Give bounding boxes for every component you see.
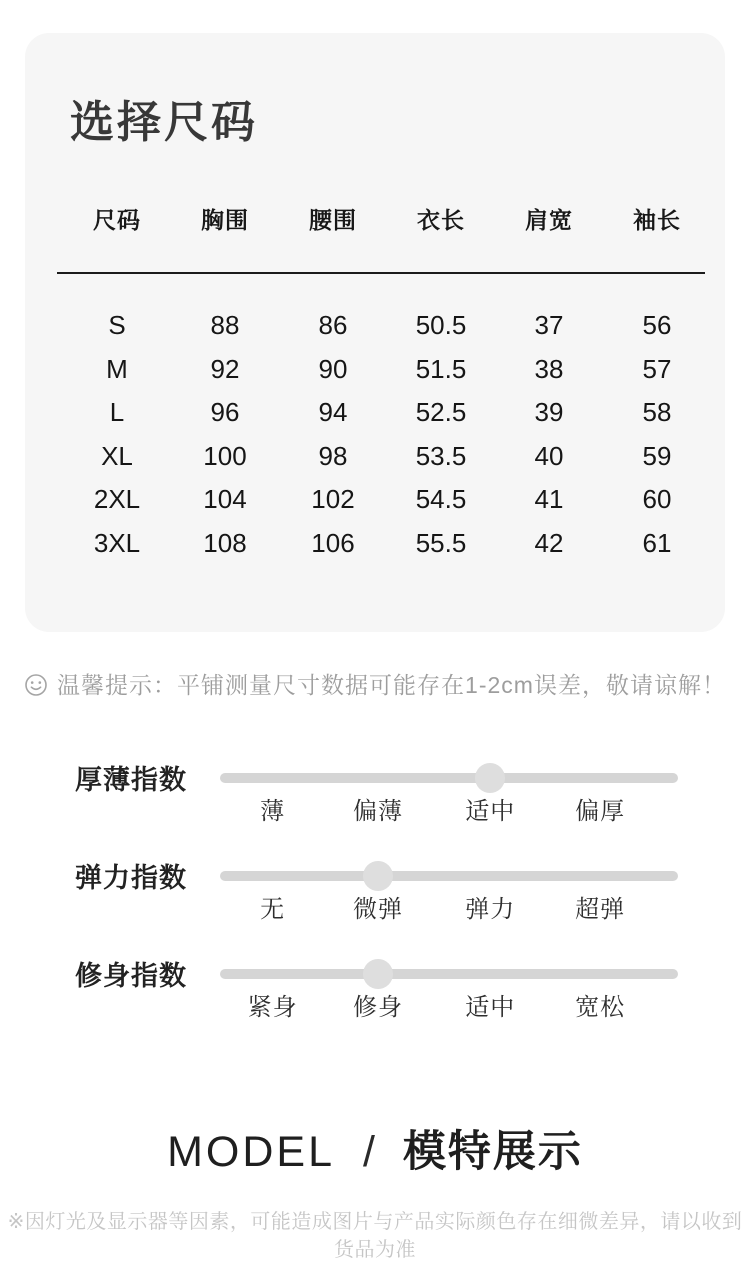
indicator-labels — [220, 994, 678, 1021]
indicator-label: 无 — [260, 896, 286, 923]
col-header-waist: 腰围 — [309, 207, 357, 233]
model-heading-separator: / — [362, 1128, 375, 1176]
col-header-shoulder: 肩宽 — [525, 207, 573, 233]
table-cell: 41 — [534, 484, 564, 514]
indicator-title: 修身指数 — [75, 961, 187, 991]
table-cell: 61 — [642, 527, 672, 558]
size-chart-card — [25, 33, 725, 632]
table-row — [63, 522, 711, 566]
table-row — [63, 304, 711, 348]
indicator-label: 超弹 — [575, 896, 626, 923]
table-cell: 58 — [642, 397, 672, 427]
table-cell: 94 — [318, 397, 348, 427]
indicator-label: 紧身 — [247, 994, 298, 1021]
table-divider — [57, 272, 705, 274]
indicator-label: 弹力 — [465, 896, 516, 923]
indicator-track — [220, 969, 678, 979]
indicator-thickness — [75, 760, 678, 825]
measurement-tip — [0, 668, 750, 702]
table-cell: 60 — [642, 484, 672, 514]
table-cell: 57 — [642, 353, 672, 384]
table-cell: M — [106, 353, 128, 384]
indicator-slider — [220, 956, 678, 1021]
table-cell: 88 — [210, 310, 240, 340]
size-table-header — [63, 205, 711, 235]
size-table-body — [63, 304, 711, 565]
smiley-icon — [24, 673, 48, 697]
indicator-label: 适中 — [465, 798, 516, 825]
indicator-label: 微弹 — [353, 896, 403, 923]
table-cell: 102 — [311, 484, 355, 514]
indicator-label: 修身 — [353, 994, 403, 1021]
table-cell: 98 — [318, 440, 348, 471]
col-header-size: 尺码 — [93, 207, 141, 233]
table-cell: 86 — [318, 310, 348, 340]
table-cell: 96 — [210, 397, 240, 427]
indicator-slider — [220, 858, 678, 923]
table-cell: 56 — [642, 310, 672, 340]
indicator-label: 偏厚 — [575, 798, 626, 825]
indicator-label: 适中 — [465, 994, 516, 1021]
table-cell: 40 — [534, 440, 564, 471]
indicator-slider — [220, 760, 678, 825]
indicator-handle[interactable] — [363, 861, 393, 891]
table-row — [63, 348, 711, 392]
indicator-track — [220, 773, 678, 783]
model-heading-zh: 模特展示 — [402, 1128, 583, 1176]
col-header-sleeve: 袖长 — [633, 207, 681, 233]
indicator-elasticity — [75, 858, 678, 923]
table-cell: 54.5 — [415, 484, 467, 514]
table-cell: 38 — [534, 353, 564, 384]
table-cell: 50.5 — [415, 310, 467, 340]
table-cell: 100 — [203, 440, 247, 471]
color-difference-footnote: ※因灯光及显示器等因素，可能造成图片与产品实际颜色存在细微差异，请以收到货品为准 — [7, 1211, 743, 1261]
table-row — [63, 435, 711, 479]
indicator-title: 弹力指数 — [75, 863, 187, 893]
table-cell: XL — [101, 440, 133, 471]
table-cell: 55.5 — [415, 527, 467, 558]
col-header-bust: 胸围 — [201, 207, 249, 233]
indicator-labels — [220, 798, 678, 825]
indicator-handle[interactable] — [475, 763, 505, 793]
indicator-labels — [220, 896, 678, 923]
table-cell: 3XL — [93, 527, 141, 558]
indicator-label: 薄 — [260, 798, 286, 825]
indicator-track — [220, 871, 678, 881]
col-header-length: 衣长 — [417, 207, 465, 233]
table-cell: 39 — [534, 397, 564, 427]
indicator-fit — [75, 956, 678, 1021]
indicator-label: 偏薄 — [353, 798, 403, 825]
product-indicators — [75, 760, 678, 1054]
table-cell: S — [108, 310, 126, 340]
table-cell: 37 — [534, 310, 564, 340]
table-cell: 52.5 — [415, 397, 467, 427]
indicator-label: 宽松 — [575, 994, 626, 1021]
model-heading-en: MODEL — [167, 1128, 336, 1176]
table-cell: 51.5 — [415, 353, 467, 384]
table-cell: 92 — [210, 353, 240, 384]
table-cell: 108 — [203, 527, 247, 558]
table-cell: 59 — [642, 440, 672, 471]
table-row — [63, 391, 711, 435]
table-cell: L — [109, 397, 125, 427]
table-cell: 90 — [318, 353, 348, 384]
indicator-title: 厚薄指数 — [75, 765, 187, 795]
table-cell: 2XL — [93, 484, 141, 514]
size-chart-title: 选择尺码 — [70, 98, 258, 147]
indicator-handle[interactable] — [363, 959, 393, 989]
model-section-heading — [0, 1128, 750, 1176]
table-row — [63, 478, 711, 522]
table-cell: 42 — [534, 527, 564, 558]
table-cell: 104 — [203, 484, 247, 514]
table-cell: 106 — [311, 527, 355, 558]
table-cell: 53.5 — [415, 440, 467, 471]
tip-text: 温馨提示：平铺测量尺寸数据可能存在1-2cm误差，敬请谅解！ — [57, 672, 726, 698]
